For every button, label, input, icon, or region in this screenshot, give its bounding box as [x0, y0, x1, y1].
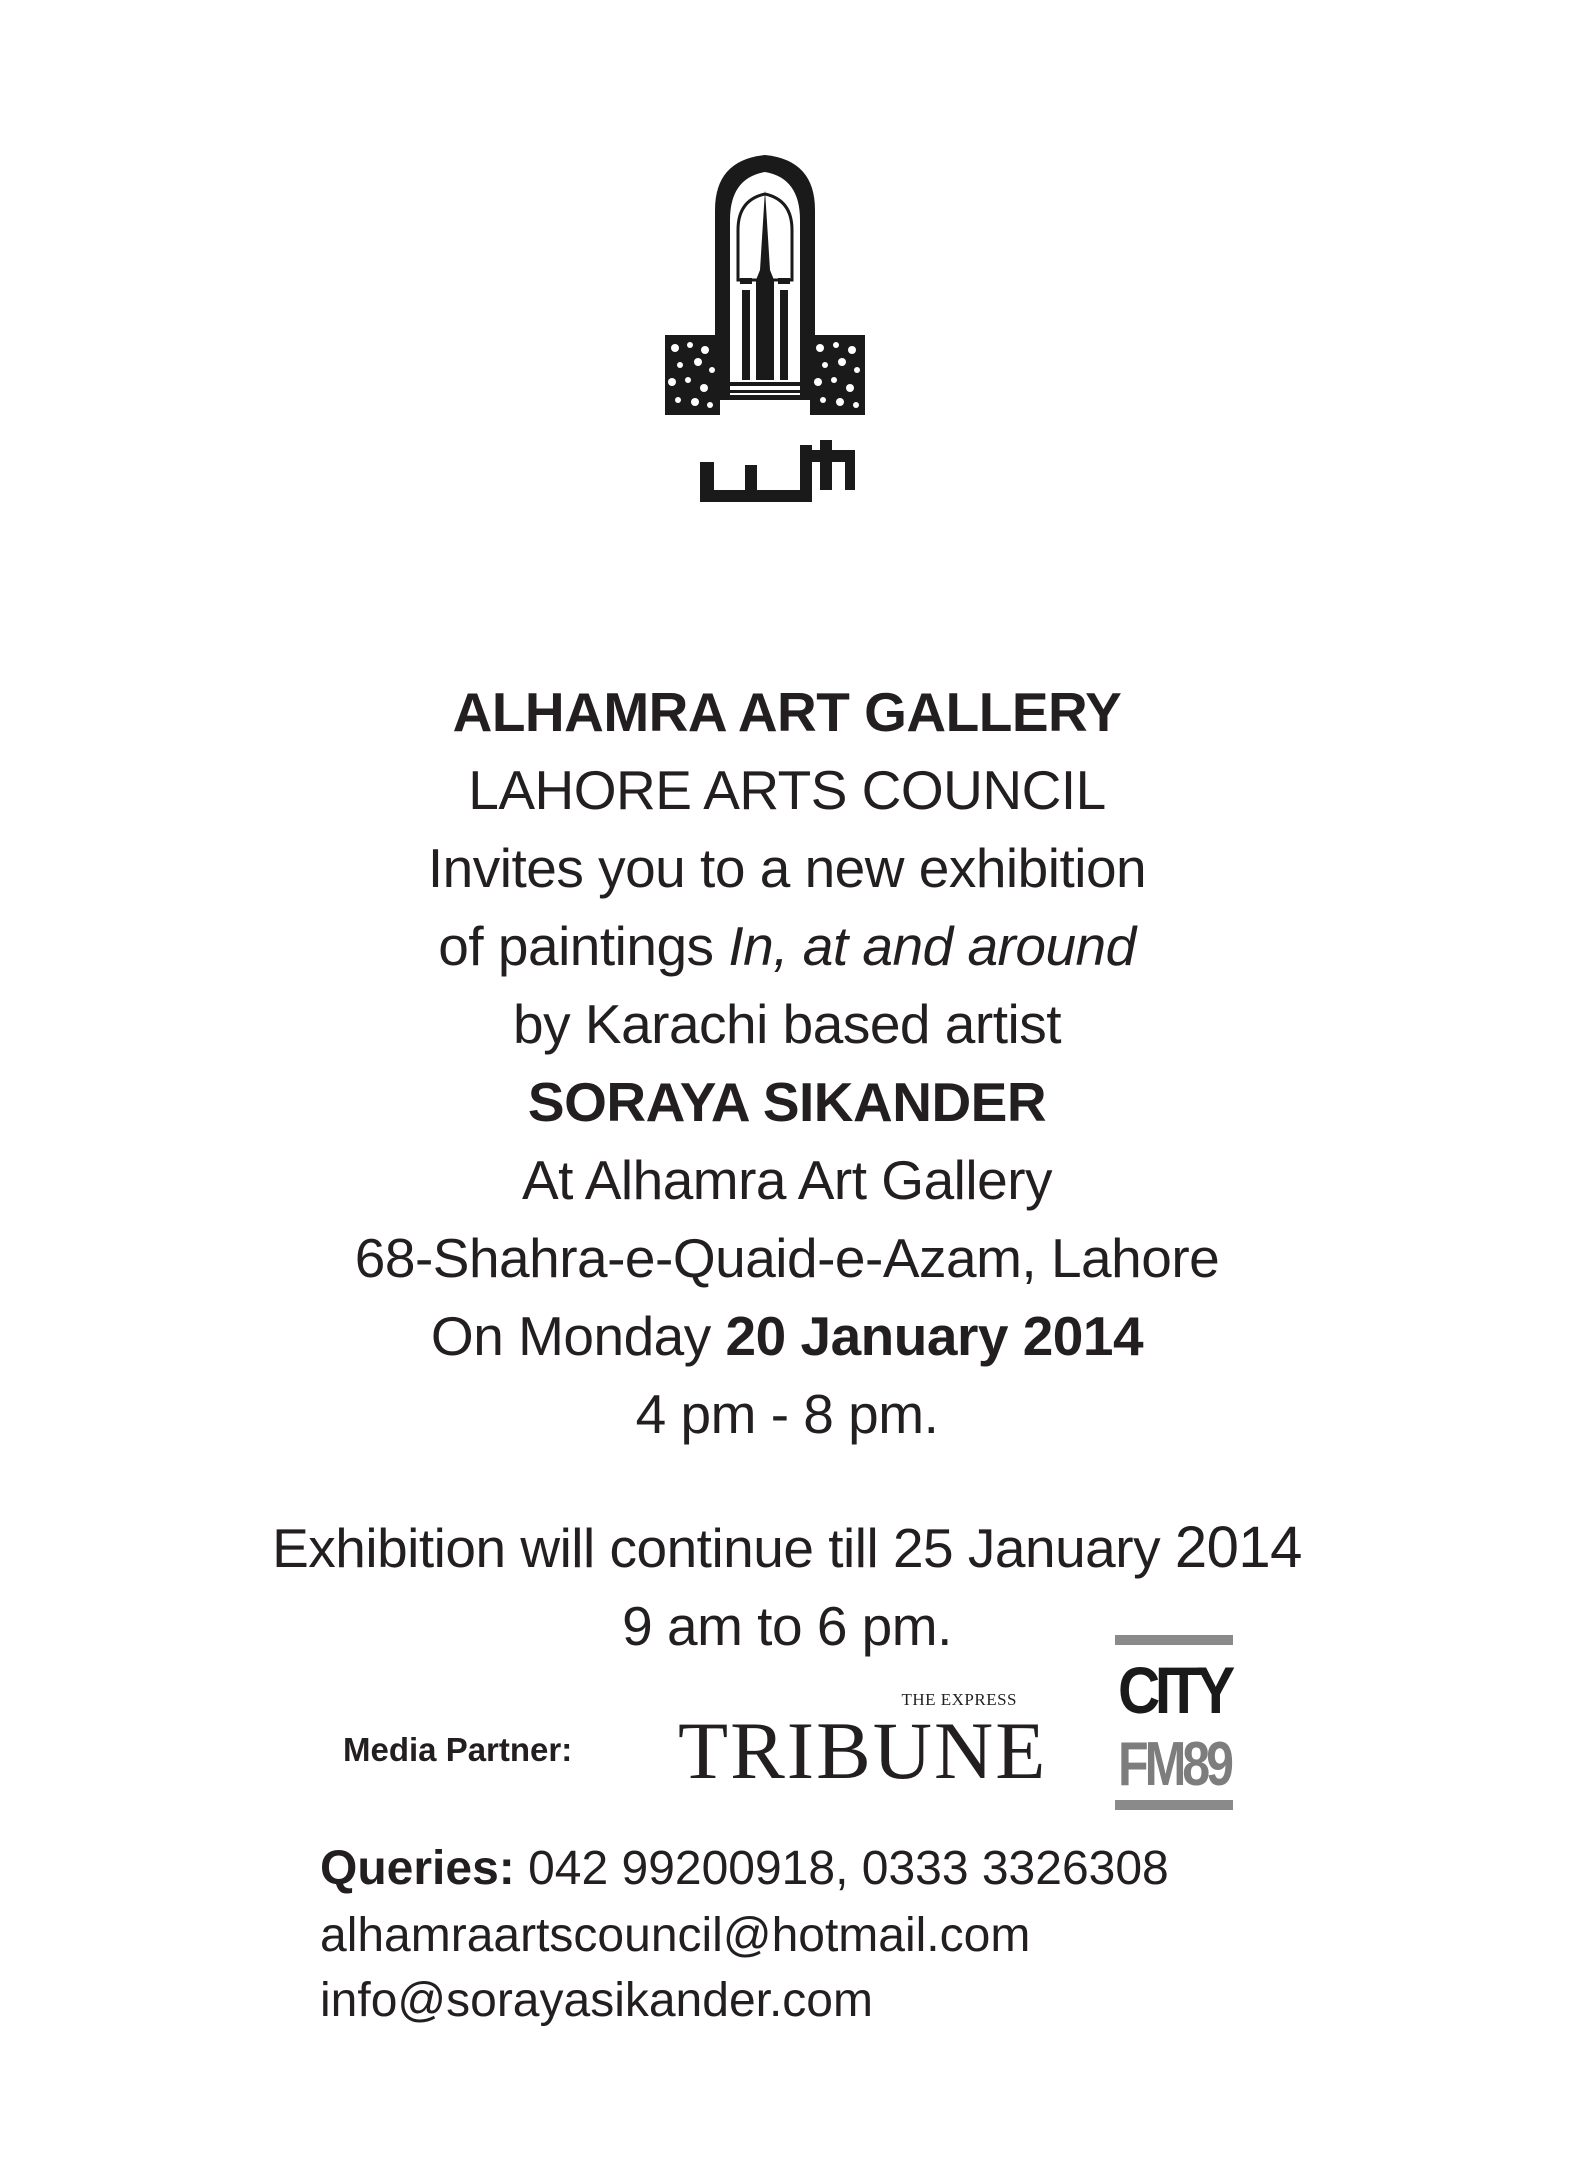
artist-email: info@sorayasikander.com — [320, 1974, 873, 2027]
opening-date: 20 January 2014 — [725, 1305, 1144, 1367]
address: 68-Shahra-e-Quaid-e-Azam, Lahore — [354, 1227, 1220, 1289]
opening-date-line — [0, 1302, 1574, 1370]
gallery-name: ALHAMRA ART GALLERY — [452, 681, 1122, 743]
tribune-small-text: THE EXPRESS — [901, 1690, 1017, 1709]
calligraphy-mark — [700, 440, 855, 502]
tribune-wordmark: TRIBUNE — [678, 1705, 1048, 1796]
continue-prefix: Exhibition will continue till 25 January — [272, 1517, 1175, 1579]
queries-label: Queries: — [320, 1842, 515, 1895]
date-prefix: On Monday — [430, 1305, 726, 1367]
phone-numbers: 042 99200918, 0333 3326308 — [514, 1842, 1169, 1895]
council-email: alhamraartscouncil@hotmail.com — [320, 1909, 1031, 1962]
artist-name: SORAYA SIKANDER — [527, 1071, 1047, 1133]
queries-line — [320, 1838, 1169, 1900]
continue-year: 2014 — [1174, 1515, 1302, 1580]
venue: At Alhamra Art Gallery — [521, 1149, 1053, 1211]
media-partner-label: Media Partner: — [343, 1731, 573, 1768]
city-fm-top: CITY — [1118, 1653, 1235, 1727]
invite-line-3: by Karachi based artist — [513, 993, 1061, 1055]
continue-line — [0, 1514, 1574, 1582]
city-fm-logo — [1115, 1635, 1233, 1810]
invite-line-2-prefix: of paintings — [438, 915, 729, 977]
opening-time: 4 pm - 8 pm. — [635, 1383, 939, 1445]
tribune-logo — [678, 1690, 1048, 1800]
alhamra-logo — [660, 150, 870, 510]
invite-line-2 — [0, 912, 1574, 980]
exhibition-title: In, at and around — [728, 915, 1136, 977]
invite-line-1: Invites you to a new exhibition — [427, 837, 1147, 899]
council-name: LAHORE ARTS COUNCIL — [468, 759, 1106, 821]
city-fm-bottom: FM89 — [1118, 1730, 1233, 1799]
exhibition-hours: 9 am to 6 pm. — [622, 1595, 952, 1657]
